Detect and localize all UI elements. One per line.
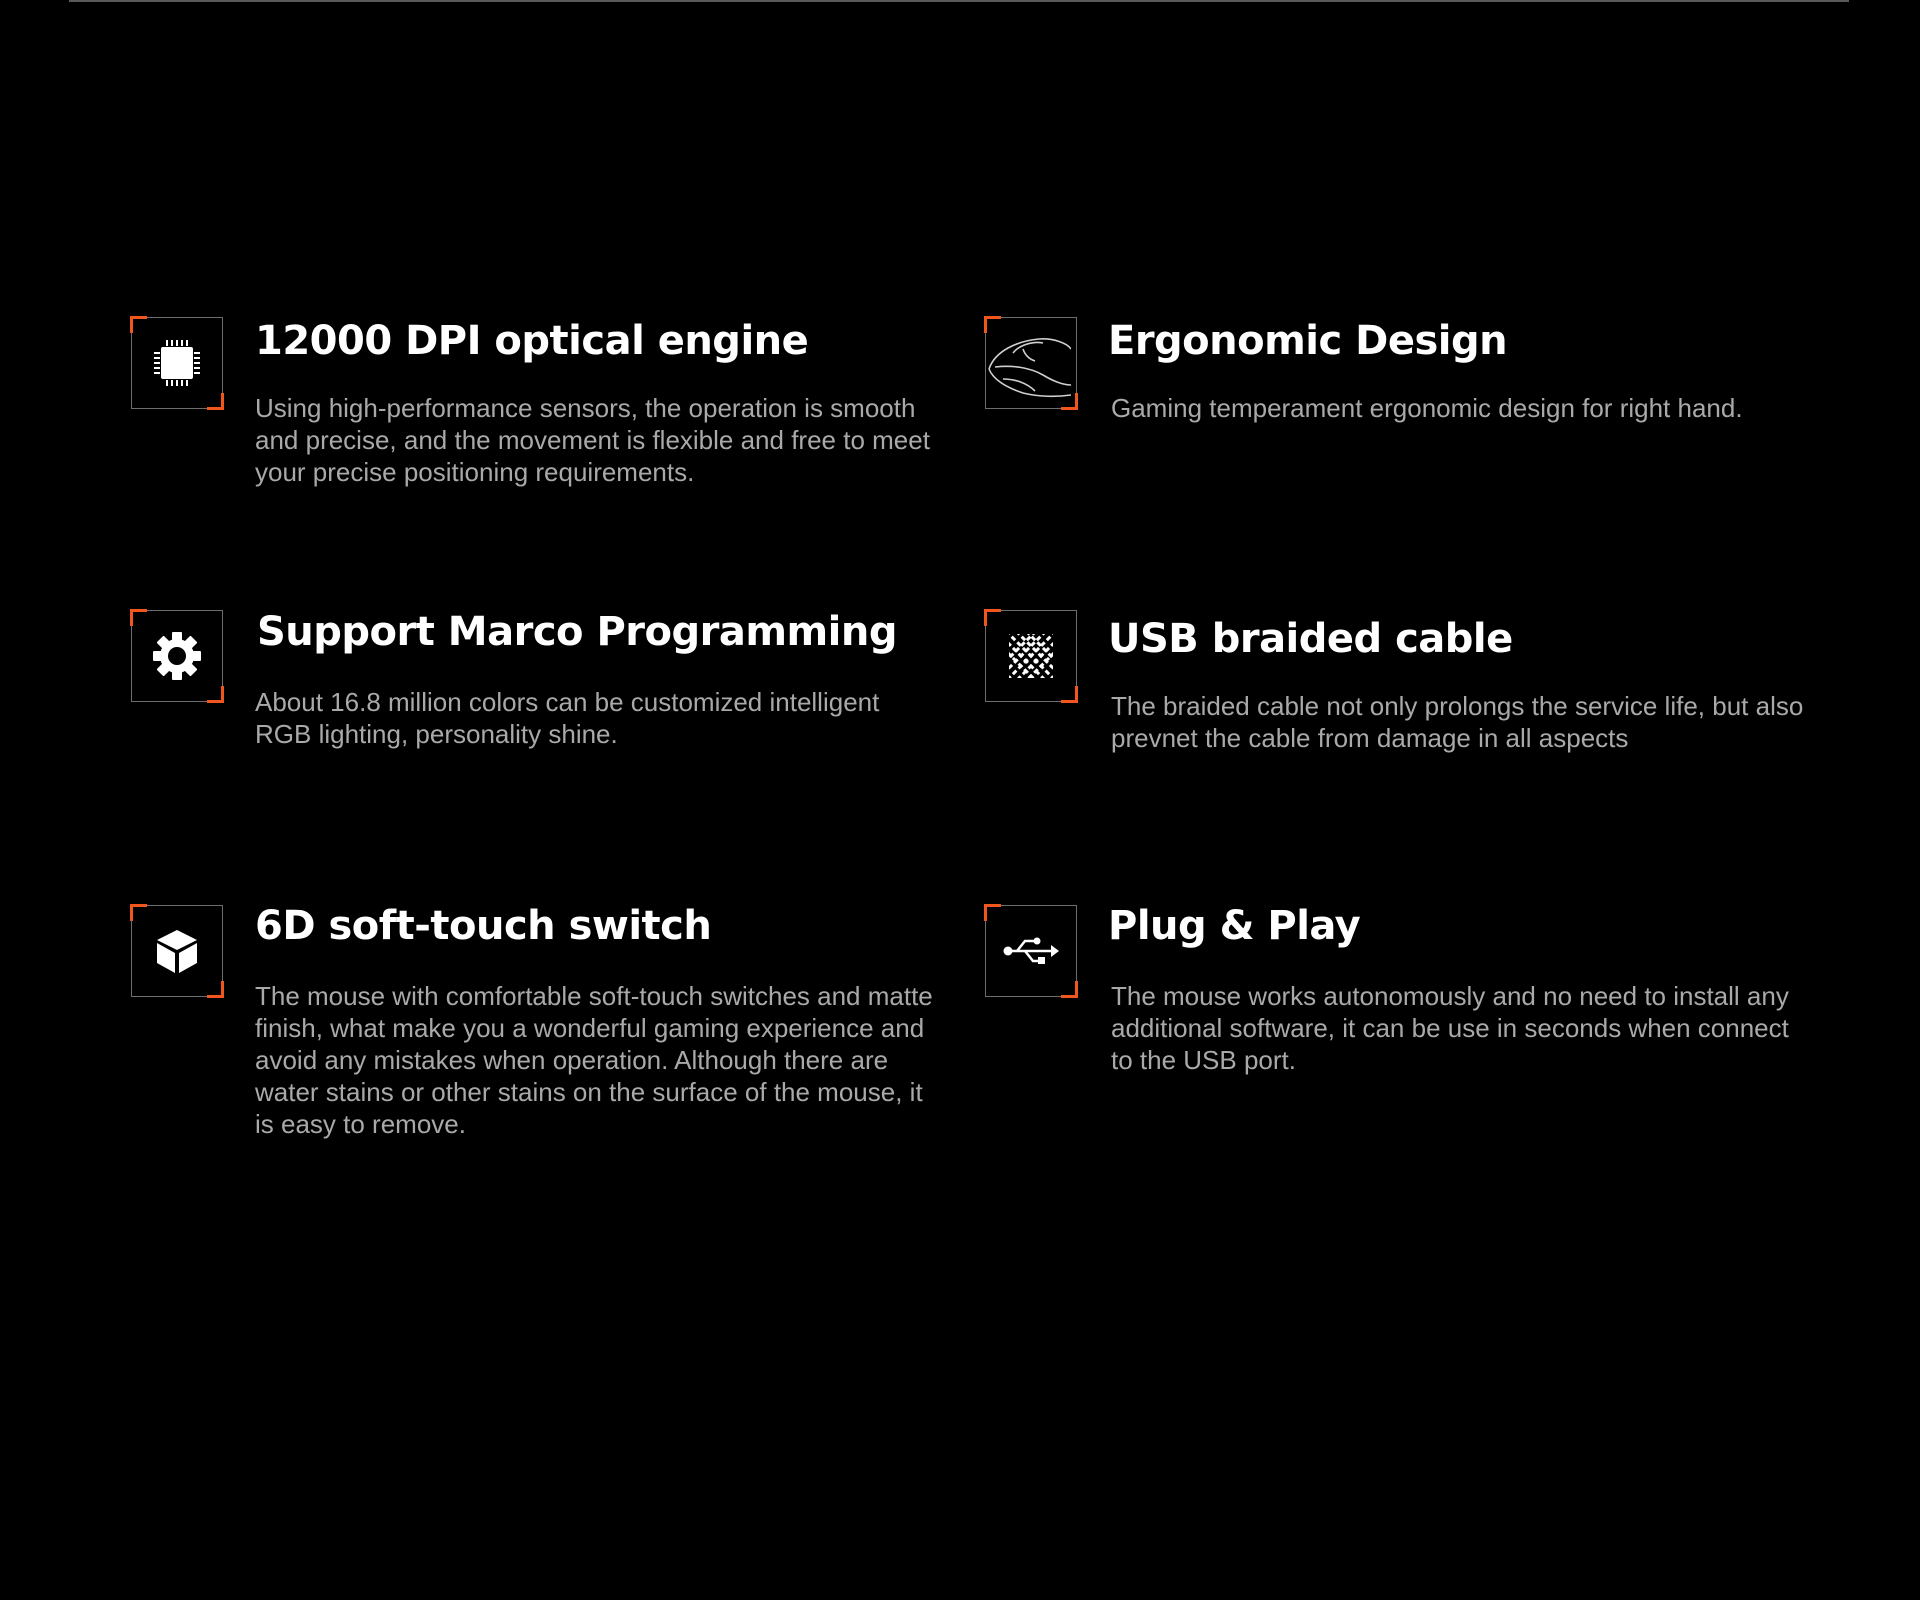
frame-corner-accent [207,686,224,703]
frame-corner-accent [984,904,1001,921]
icon-frame [985,905,1077,997]
icon-frame [985,317,1077,409]
icon-frame [131,317,223,409]
feature-usb-braided-cable [985,610,1805,760]
feature-title: Support Marco Programming [257,609,897,655]
cube-icon [152,926,202,976]
frame-corner-accent [130,316,147,333]
feature-description: The braided cable not only prolongs the service life, but also prevnet the cable from damage in all aspects [1111,691,1804,753]
frame-corner-accent [1061,981,1078,998]
feature-title: Plug & Play [1108,903,1361,949]
feature-description: Using high-performance sensors, the operation is smooth and precise, and the movement is flexible and free to meet your precise positioning requirements. [255,393,930,487]
feature-soft-touch-switch [131,905,951,1145]
feature-title: USB braided cable [1108,616,1513,662]
feature-title: 12000 DPI optical engine [255,318,809,364]
icon-frame [131,905,223,997]
frame-corner-accent [1061,686,1078,703]
mouse-icon [983,323,1071,403]
feature-title: 6D soft-touch switch [255,903,712,949]
feature-plug-and-play [985,905,1805,1085]
feature-description: The mouse works autonomously and no need to install any additional software, it can be use in seconds when connect to the USB port. [1111,981,1789,1075]
feature-description: Gaming temperament ergonomic design for right hand. [1111,393,1743,423]
frame-corner-accent [130,904,147,921]
feature-macro-programming [131,610,951,760]
feature-description: The mouse with comfortable soft-touch switches and matte finish, what make you a wonderful gaming experience and avoid any mistakes when operation. Although there are water stains or other stains on the surface of the mouse, it is easy to remove. [255,981,933,1139]
chip-icon [147,333,207,393]
frame-corner-accent [207,981,224,998]
feature-title: Ergonomic Design [1108,318,1508,364]
frame-corner-accent [984,609,1001,626]
top-divider [69,0,1849,2]
icon-frame [131,610,223,702]
feature-ergonomic-design [985,317,1805,437]
icon-frame [985,610,1077,702]
braid-icon [1006,631,1056,681]
gear-icon [149,628,205,684]
usb-icon [1001,931,1061,971]
frame-corner-accent [130,609,147,626]
feature-dpi-engine [131,317,951,497]
feature-description: About 16.8 million colors can be customized intelligent RGB lighting, personality shine. [255,687,880,749]
frame-corner-accent [207,393,224,410]
